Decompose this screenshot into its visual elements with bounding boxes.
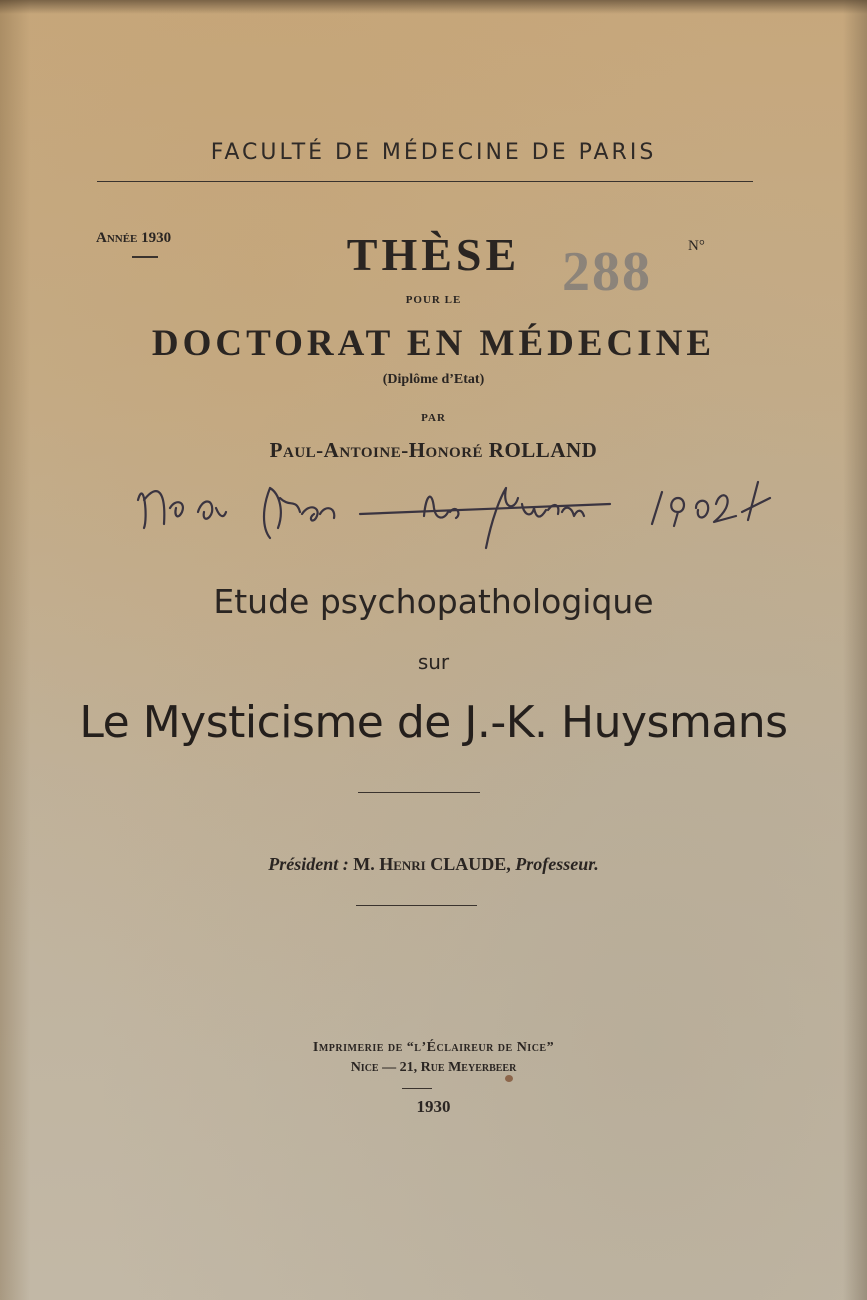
number-label: N° [688,238,705,254]
printer-dash [402,1088,432,1089]
par-label: PAR [421,412,446,424]
ink-spot [505,1075,513,1082]
year-label: Année 1930 [96,230,172,246]
title-rule [358,792,480,793]
diplome-label: (Diplôme d’Etat) [382,372,485,387]
president-label: Président : [268,854,349,874]
paper-edge-top [0,0,867,14]
sur-label: sur [417,650,450,674]
print-year: 1930 [416,1097,451,1116]
handwritten-note [130,468,780,558]
printer-line-2: Nice — 21, Rue Meyerbeer [350,1060,517,1075]
number-stamp: 288 [562,241,652,303]
header-rule [97,181,753,182]
president-line [0,854,867,875]
president-name: M. Henri CLAUDE, [353,854,511,874]
faculty-heading: FACULTÉ DE MÉDECINE DE PARIS [210,140,657,165]
doctorat-heading: DOCTORAT EN MÉDECINE [151,323,716,364]
main-title: Le Mysticisme de J.-K. Huysmans [79,697,788,748]
author-name: Paul-Antoine-Honoré ROLLAND [269,438,598,462]
study-heading: Etude psychopathologique [213,582,654,621]
these-heading: THÈSE [346,229,521,280]
printer-line-1: Imprimerie de “l’Éclaireur de Nice” [312,1040,555,1055]
president-role: Professeur. [515,854,599,874]
president-rule [356,905,477,906]
pour-le-label: POUR LE [405,294,462,306]
